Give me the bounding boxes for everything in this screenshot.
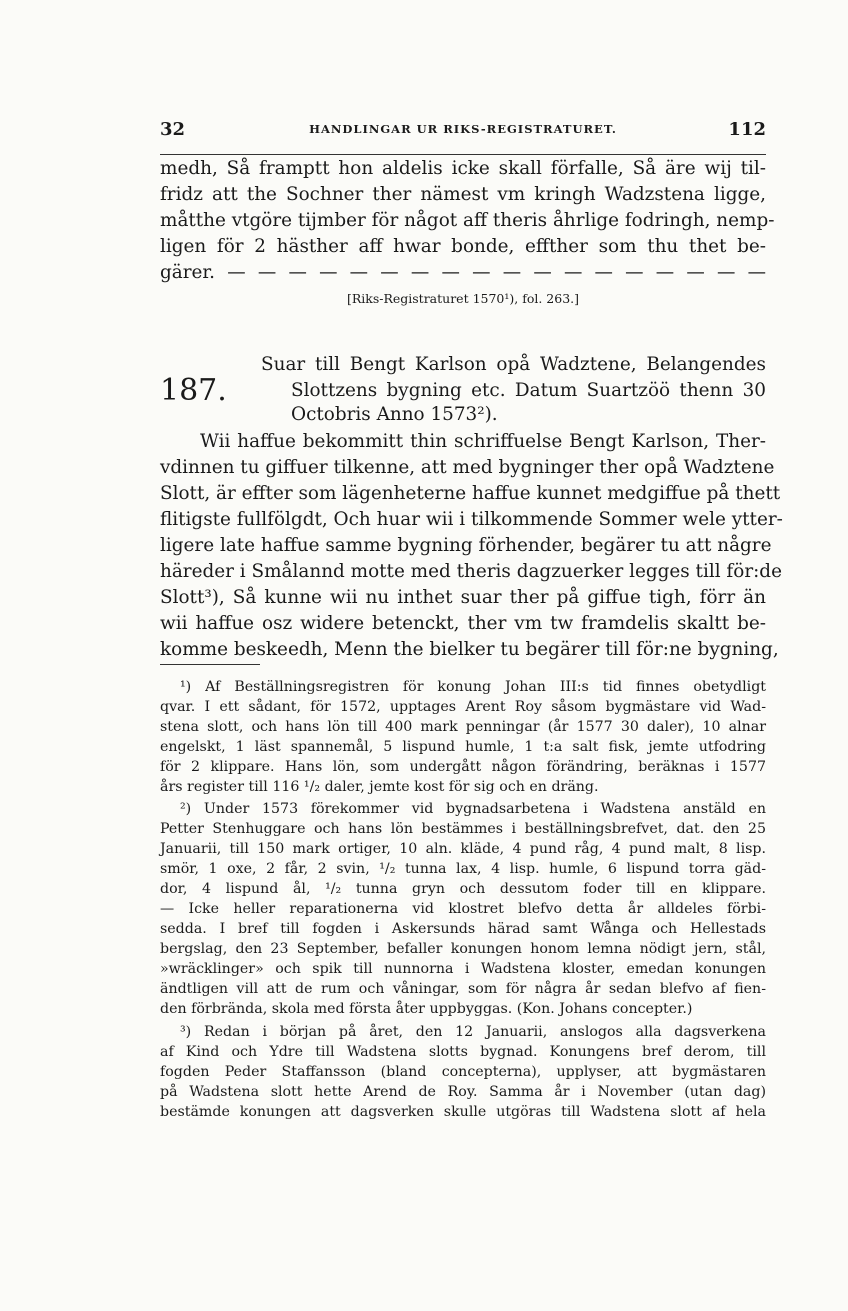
footnote-line: »wräcklinger» och spik till nunnorna i Wadstena kloster, emedan konungen: [160, 961, 766, 977]
footnote-line: ²) Under 1573 förekommer vid bygnadsarbetena i Wadstena anstäld en: [180, 801, 766, 817]
page-number-left: 32: [160, 119, 186, 140]
running-header: [160, 119, 766, 143]
text-line: wii haffue osz widere betenckt, ther vm tw framdelis skaltt be-: [160, 613, 766, 634]
text-line: ligere late haffue samme bygning förhender, begärer tu att någre: [160, 535, 772, 556]
footnote-line: ändtligen vill att de rum och våningar, som för några år sedan blefvo af fien-: [160, 981, 766, 997]
footnote-line: bestämde konungen att dagsverken skulle utgöras till Wadstena slott af hela: [160, 1104, 766, 1120]
source-citation: [Riks-Registraturet 1570¹), fol. 263.]: [346, 291, 580, 306]
document-heading-line: Suar till Bengt Karlson opå Wadztene, Belangendes: [261, 354, 766, 375]
footnote-line: Petter Stenhuggare och hans lön bestämmes i beställningsbrefvet, dat. den 25: [160, 821, 766, 837]
footnote-line: qvar. I ett sådant, för 1572, upptages Arent Roy såsom bygmästare vid Wad-: [160, 699, 766, 715]
text-line: Slott, är effter som lägenheterne haffue kunnet medgiffue på thett: [160, 483, 781, 504]
header-rule: [160, 154, 766, 155]
footnote-line: stena slott, och hans lön till 400 mark penningar (år 1577 30 daler), 10 alnar: [160, 719, 766, 735]
text-line: flitigste fullfölgdt, Och huar wii i tilkommende Sommer wele ytter-: [160, 509, 783, 530]
footnote-line: för 2 klippare. Hans lön, som undergått någon förändring, beräknas i 1577: [160, 759, 766, 775]
footnote-line: engelskt, 1 läst spannemål, 5 lispund humle, 1 t:a salt fisk, jemte utfodring: [160, 739, 766, 755]
document-heading-line: Octobris Anno 1573²).: [291, 404, 498, 425]
text-line: häreder i Smålannd motte med theris dagzuerker legges till för:de: [160, 561, 782, 582]
text-line: medh, Så framptt hon aldelis icke skall förfalle, Så äre wij til-: [160, 158, 766, 179]
footnote-line: ³) Redan i början på året, den 12 Januarii, anslogos alla dagsverkena: [180, 1024, 766, 1040]
text-line: komme beskeedh, Menn the bielker tu begärer till för:ne bygning,: [160, 639, 779, 660]
text-line: måtthe vtgöre tijmber för något aff theris åhrlige fodringh, nemp-: [160, 210, 775, 231]
text-line: vdinnen tu giffuer tilkenne, att med bygninger ther opå Wadztene: [160, 457, 775, 478]
footnote-line: dor, 4 lispund ål, ¹/₂ tunna gryn och dessutom foder till en klippare.: [160, 881, 766, 897]
footnote-line: års register till 116 ¹/₂ daler, jemte kost för sig och en dräng.: [160, 779, 599, 795]
text-line: Wii haffue bekommitt thin schriffuelse Bengt Karlson, Ther-: [200, 431, 766, 452]
text-line: ligen för 2 hästher aff hwar bonde, effther som thu thet be-: [160, 236, 766, 257]
footnote-line: smör, 1 oxe, 2 får, 2 svin, ¹/₂ tunna lax, 4 lisp. humle, 6 lispund torra gäd-: [160, 861, 766, 877]
document-heading-line: Slottzens bygning etc. Datum Suartzöö thenn 30: [291, 380, 766, 401]
footnote-line: — Icke heller reparationerna vid klostret blefvo detta år alldeles förbi-: [160, 901, 766, 917]
footnote-line: Januarii, till 150 mark ortiger, 10 aln. kläde, 4 pund råg, 4 pund malt, 8 lisp.: [160, 841, 766, 857]
running-title: HANDLINGAR UR RIKS-REGISTRATURET.: [309, 122, 617, 136]
text-line: fridz att the Sochner ther nämest vm kringh Wadzstena ligge,: [160, 184, 766, 205]
footnote-line: af Kind och Ydre till Wadstena slotts bygnad. Konungens bref derom, till: [160, 1044, 766, 1060]
document-number: 187.: [160, 373, 227, 408]
footnote-line: bergslag, den 23 September, befaller konungen honom lemna nödigt jern, stål,: [160, 941, 766, 957]
page-number-right: 112: [728, 119, 766, 140]
footnote-line: fogden Peder Staffansson (bland concepterna), upplyser, att bygmästaren: [160, 1064, 766, 1080]
footnote-line: den förbrända, skola med första åter uppbyggas. (Kon. Johans concepter.): [160, 1001, 693, 1017]
text-line: Slott³), Så kunne wii nu inthet suar ther på giffue tigh, förr än: [160, 587, 766, 608]
footnote-line: sedda. I bref till fogden i Askersunds härad samt Wånga och Hellestads: [160, 921, 766, 937]
text-line: gärer. — — — — — — — — — — — — — — — — — —: [160, 262, 766, 283]
footnote-line: ¹) Af Beställningsregistren för konung Johan III:s tid finnes obetydligt: [180, 679, 766, 695]
footnote-rule: [160, 664, 260, 665]
footnote-line: på Wadstena slott hette Arend de Roy. Samma år i November (utan dag): [160, 1084, 766, 1100]
